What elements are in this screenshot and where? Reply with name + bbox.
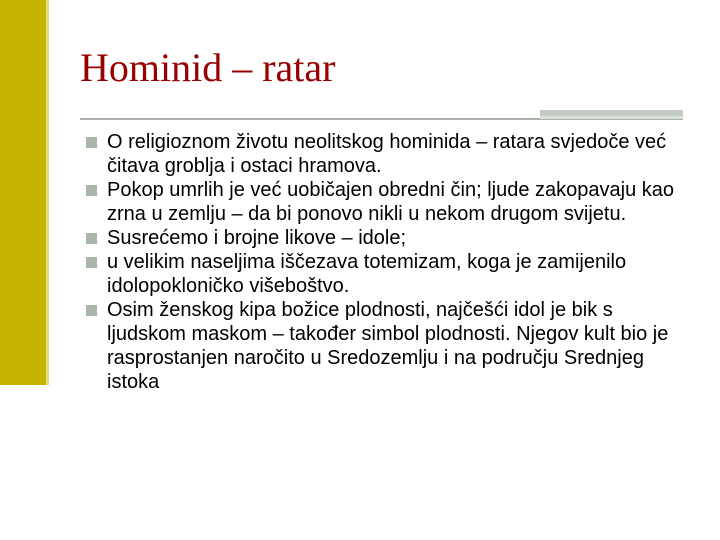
- bullet-square-icon: [86, 305, 97, 316]
- slide-title: Hominid – ratar: [80, 45, 336, 90]
- bullet-text: Susrećemo i brojne likove – idole;: [107, 227, 407, 249]
- left-accent-bar-highlight: [46, 0, 49, 385]
- bullet-text: O religioznom životu neolitskog hominida – ratara svjedoče već čitava groblja i ostaci hramova.: [107, 131, 667, 177]
- left-accent-bar: [0, 0, 46, 385]
- bullet-item: [86, 178, 686, 226]
- divider-accent-light: [540, 116, 683, 119]
- bullet-text: Osim ženskog kipa božice plodnosti, najčešći idol je bik s ljudskom maskom – također simbol plodnosti. Njegov kult bio je rasprostanjen naročito u Sredozemlju i na području Srednjeg istoka: [107, 299, 669, 393]
- bullet-square-icon: [86, 185, 97, 196]
- bullet-square-icon: [86, 233, 97, 244]
- bullet-text: u velikim naseljima iščezava totemizam, koga je zamijenilo idolopokloničko višeboštvo.: [107, 251, 627, 297]
- bullet-list: [86, 130, 686, 394]
- bullet-item: [86, 226, 686, 250]
- bullet-square-icon: [86, 257, 97, 268]
- bullet-item: [86, 130, 686, 178]
- bullet-text: Pokop umrlih je već uobičajen obredni čin; ljude zakopavaju kao zrna u zemlju – da bi ponovo nikli u nekom drugom svijetu.: [107, 179, 675, 225]
- bullet-item: [86, 298, 686, 394]
- bullet-item: [86, 250, 686, 298]
- bullet-square-icon: [86, 137, 97, 148]
